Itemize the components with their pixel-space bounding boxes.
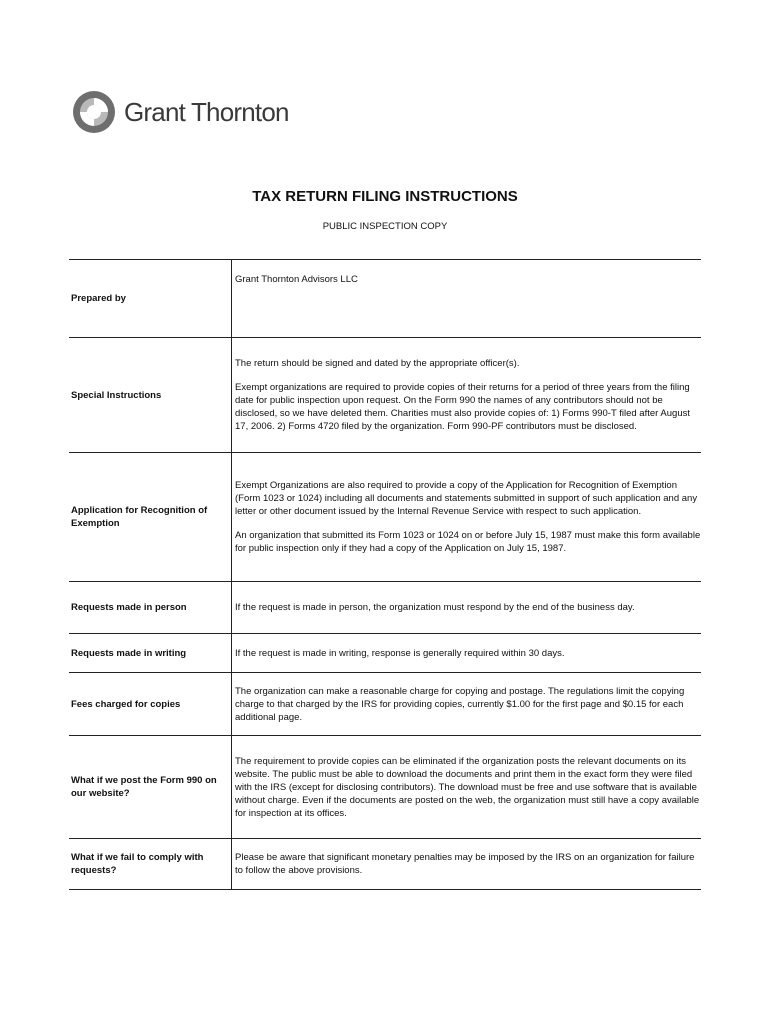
document-title: TAX RETURN FILING INSTRUCTIONS — [252, 188, 518, 205]
company-logo — [72, 90, 289, 134]
row-text: An organization that submitted its Form 1023 or 1024 on or before July 15, 1987 must make this form available for public inspection only if they had a copy of the Application on July 15, 1987. — [235, 530, 701, 554]
row-content — [232, 736, 702, 839]
row-content — [232, 673, 702, 736]
row-content — [232, 260, 702, 338]
row-content — [232, 338, 702, 453]
row-text: Please be aware that significant monetary penalties may be imposed by the IRS on an organization for failure to follow the above provisions. — [235, 852, 695, 876]
row-label: Fees charged for copies — [69, 673, 232, 736]
row-text: If the request is made in person, the organization must respond by the end of the business day. — [235, 602, 635, 613]
row-content — [232, 582, 702, 634]
row-text: Grant Thornton Advisors LLC — [235, 274, 358, 285]
row-text: The organization can make a reasonable charge for copying and postage. The regulations limit the copying charge to that charged by the IRS for providing copies, currently $1.00 for the first page and $0.15 for each additional page. — [235, 685, 685, 723]
row-requests-in-writing — [69, 634, 701, 673]
row-content — [232, 839, 702, 890]
row-application-for-recognition — [69, 453, 701, 582]
row-content — [232, 634, 702, 673]
row-label: Application for Recognition of Exemption — [69, 453, 232, 582]
document-subtitle: PUBLIC INSPECTION COPY — [322, 221, 448, 232]
row-text: If the request is made in writing, response is generally required within 30 days. — [235, 647, 565, 659]
row-special-instructions — [69, 338, 701, 453]
row-text: The return should be signed and dated by the appropriate officer(s). — [235, 358, 520, 369]
row-fail-to-comply — [69, 839, 701, 890]
row-fees-charged — [69, 673, 701, 736]
row-prepared-by — [69, 260, 701, 338]
row-text: Exempt organizations are required to provide copies of their returns for a period of three years from the filing date for public inspection upon request. On the Form 990 the names of any contributors should not be disclosed, so we have deleted them. Charities must also provide copies of: 1) Forms 990-T filed after August 17, 2006. 2) Forms 4720 filed by the organization. Form 990-PF contributors must be disclosed. — [235, 382, 690, 432]
row-label: What if we fail to comply with requests? — [69, 839, 232, 890]
row-label: Requests made in writing — [69, 634, 232, 673]
row-label: Special Instructions — [69, 338, 232, 453]
row-content — [232, 453, 702, 582]
grant-thornton-logo-icon — [72, 90, 116, 134]
row-label: Prepared by — [69, 260, 232, 338]
row-text: Exempt Organizations are also required to provide a copy of the Application for Recognition of Exemption (Form 1023 or 1024) including all documents and statements submitted in support of such application and any letter or other document issued by the Internal Revenue Service with respect to such application. — [235, 480, 698, 517]
instructions-table — [69, 259, 701, 890]
row-label: Requests made in person — [69, 582, 232, 634]
row-label: What if we post the Form 990 on our website? — [69, 736, 232, 839]
row-post-on-website — [69, 736, 701, 839]
row-requests-in-person — [69, 582, 701, 634]
row-text: The requirement to provide copies can be eliminated if the organization posts the relevant documents on its website. The public must be able to download the documents and print them in the exact form they were filed with the IRS (except for disclosing contributors). The download must be free and use software that is available without charge. Even if the documents are posted on the web, the organization must still have a copy available for inspection at its offices. — [235, 755, 700, 819]
brand-name: Grant Thornton — [124, 96, 289, 127]
